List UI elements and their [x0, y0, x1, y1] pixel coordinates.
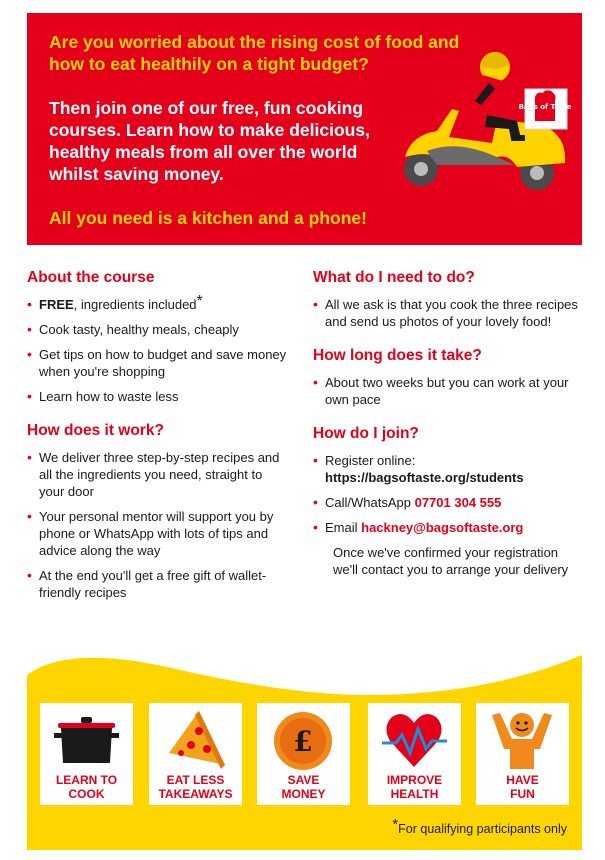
tile-label: EAT LESS TAKEAWAYS — [158, 773, 233, 801]
hero-banner — [27, 13, 582, 245]
free-rest: , ingredients included — [73, 297, 197, 312]
long-heading: How long does it take? — [313, 347, 482, 364]
join-heading: How do I join? — [313, 425, 419, 442]
list-item: • All we ask is that you cook the three recipes and send us photos of your lovely food! — [313, 296, 583, 330]
benefits-row — [40, 703, 560, 805]
long-list — [313, 374, 583, 408]
registration-note: Once we've confirmed your registration we'll contact you to arrange your delivery — [333, 545, 569, 577]
tile-label: HAVE FUN — [506, 773, 539, 801]
left-column — [27, 268, 289, 609]
tile-have-fun — [476, 703, 569, 805]
hero-pitch: Then join one of our free, fun cooking courses. Learn how to make delicious, healthy meals from all over the world whilst saving money. — [49, 98, 370, 184]
need-heading: What do I need to do? — [313, 269, 475, 286]
need-list — [313, 296, 583, 330]
tile-label: SAVE MONEY — [281, 773, 326, 801]
list-item: • At the end you'll get a free gift of wallet-friendly recipes — [27, 567, 289, 601]
list-item — [313, 494, 583, 511]
asterisk-mark: * — [392, 816, 399, 833]
register-label: Register online: — [325, 453, 416, 468]
list-item: • We deliver three step-by-step recipes and all the ingredients you need, straight to your door — [27, 449, 289, 500]
asterisk-mark: * — [196, 293, 203, 310]
delivery-scooter-icon — [397, 39, 582, 199]
email-label: Email — [325, 520, 362, 535]
tile-improve-health — [368, 703, 461, 805]
tile-label: LEARN TO COOK — [55, 773, 118, 801]
hero-question: Are you worried about the rising cost of food and how to eat healthily on a tight budget? — [49, 32, 460, 74]
smiley-person-icon — [490, 709, 555, 771]
phone-link[interactable]: 07701 304 555 — [414, 495, 502, 510]
list-item: • Learn how to waste less — [27, 388, 289, 405]
footnote-text: For qualifying participants only — [398, 822, 567, 836]
about-list — [27, 293, 289, 405]
list-item — [27, 293, 289, 313]
tile-eat-less-takeaways — [149, 703, 242, 805]
join-list — [313, 452, 583, 536]
pizza-icon — [163, 709, 228, 771]
pot-icon — [54, 709, 119, 771]
list-item: • Cook tasty, healthy meals, cheaply — [27, 321, 289, 338]
free-text: FREE — [39, 297, 74, 312]
list-item — [313, 452, 583, 486]
hero-requirement: All you need is a kitchen and a phone! — [49, 208, 367, 228]
tile-label: IMPROVE HEALTH — [386, 773, 443, 801]
how-list — [27, 449, 289, 601]
list-item: • Your personal mentor will support you by phone or WhatsApp with lots of tips and advice along the way — [27, 508, 289, 559]
tile-learn-to-cook — [40, 703, 133, 805]
heart-icon — [382, 709, 447, 771]
call-label: Call/WhatsApp — [325, 495, 415, 510]
about-heading: About the course — [27, 269, 155, 286]
email-link[interactable]: hackney@bagsoftaste.org — [361, 520, 524, 535]
register-link[interactable]: https://bagsoftaste.org/students — [325, 470, 524, 485]
list-item: • Get tips on how to budget and save money when you're shopping — [27, 346, 289, 380]
svg-text:£: £ — [293, 725, 313, 758]
list-item — [313, 519, 583, 536]
right-column — [313, 268, 583, 578]
bag-logo-text: Bags of Taste — [518, 103, 572, 111]
footnote — [392, 816, 567, 837]
list-item: • About two weeks but you can work at your own pace — [313, 374, 583, 408]
how-heading: How does it work? — [27, 422, 164, 439]
pound-coin-icon — [271, 709, 336, 771]
tile-save-money — [257, 703, 350, 805]
